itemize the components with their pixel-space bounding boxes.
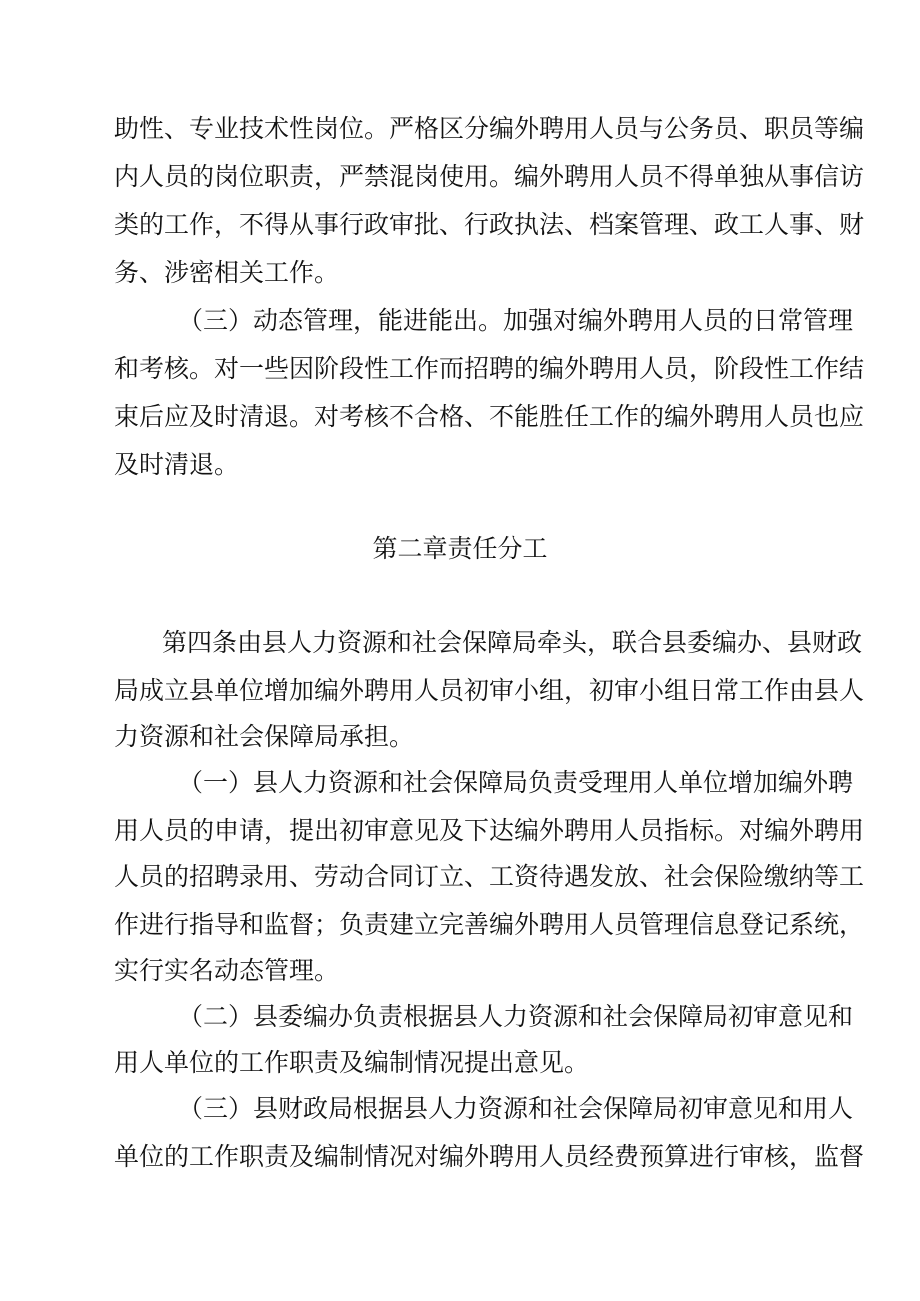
text-line: 局成立县单位增加编外聘用人员初审小组，初审小组日常工作由县人 xyxy=(114,676,865,705)
text-line: 助性、专业技术性岗位。严格区分编外聘用人员与公务员、职员等编 xyxy=(114,114,865,143)
text-line: 类的工作，不得从事行政审批、行政执法、档案管理、政工人事、财 xyxy=(114,210,865,239)
text-line: 务、涉密相关工作。 xyxy=(114,258,340,287)
text-line: 第四条由县人力资源和社会保障局牵头，联合县委编办、县财政 xyxy=(162,628,863,657)
text-line: （三）动态管理，能进能出。加强对编外聘用人员的日常管理 xyxy=(178,306,854,335)
text-line: （二）县委编办负责根据县人力资源和社会保障局初审意见和 xyxy=(178,1002,854,1031)
text-line: （三）县财政局根据县人力资源和社会保障局初审意见和用人 xyxy=(178,1094,854,1123)
chapter-heading: 第二章责任分工 xyxy=(372,534,548,563)
text-line: 单位的工作职责及编制情况对编外聘用人员经费预算进行审核，监督 xyxy=(114,1142,865,1171)
text-line: 人员的招聘录用、劳动合同订立、工资待遇发放、社会保险缴纳等工 xyxy=(114,862,865,891)
text-line: 实行实名动态管理。 xyxy=(114,956,340,985)
text-line: 内人员的岗位职责，严禁混岗使用。编外聘用人员不得单独从事信访 xyxy=(114,162,865,191)
text-line: 力资源和社会保障局承担。 xyxy=(114,722,415,751)
text-line: 及时清退。 xyxy=(114,450,240,479)
text-line: 用人单位的工作职责及编制情况提出意见。 xyxy=(114,1048,590,1077)
text-line: 用人员的申请，提出初审意见及下达编外聘用人员指标。对编外聘用 xyxy=(114,816,865,845)
text-line: 和考核。对一些因阶段性工作而招聘的编外聘用人员，阶段性工作结 xyxy=(114,354,865,383)
text-line: 作进行指导和监督；负责建立完善编外聘用人员管理信息登记系统， xyxy=(114,910,865,939)
text-line: 束后应及时清退。对考核不合格、不能胜任工作的编外聘用人员也应 xyxy=(114,402,865,431)
text-line: （一）县人力资源和社会保障局负责受理用人单位增加编外聘 xyxy=(178,768,854,797)
